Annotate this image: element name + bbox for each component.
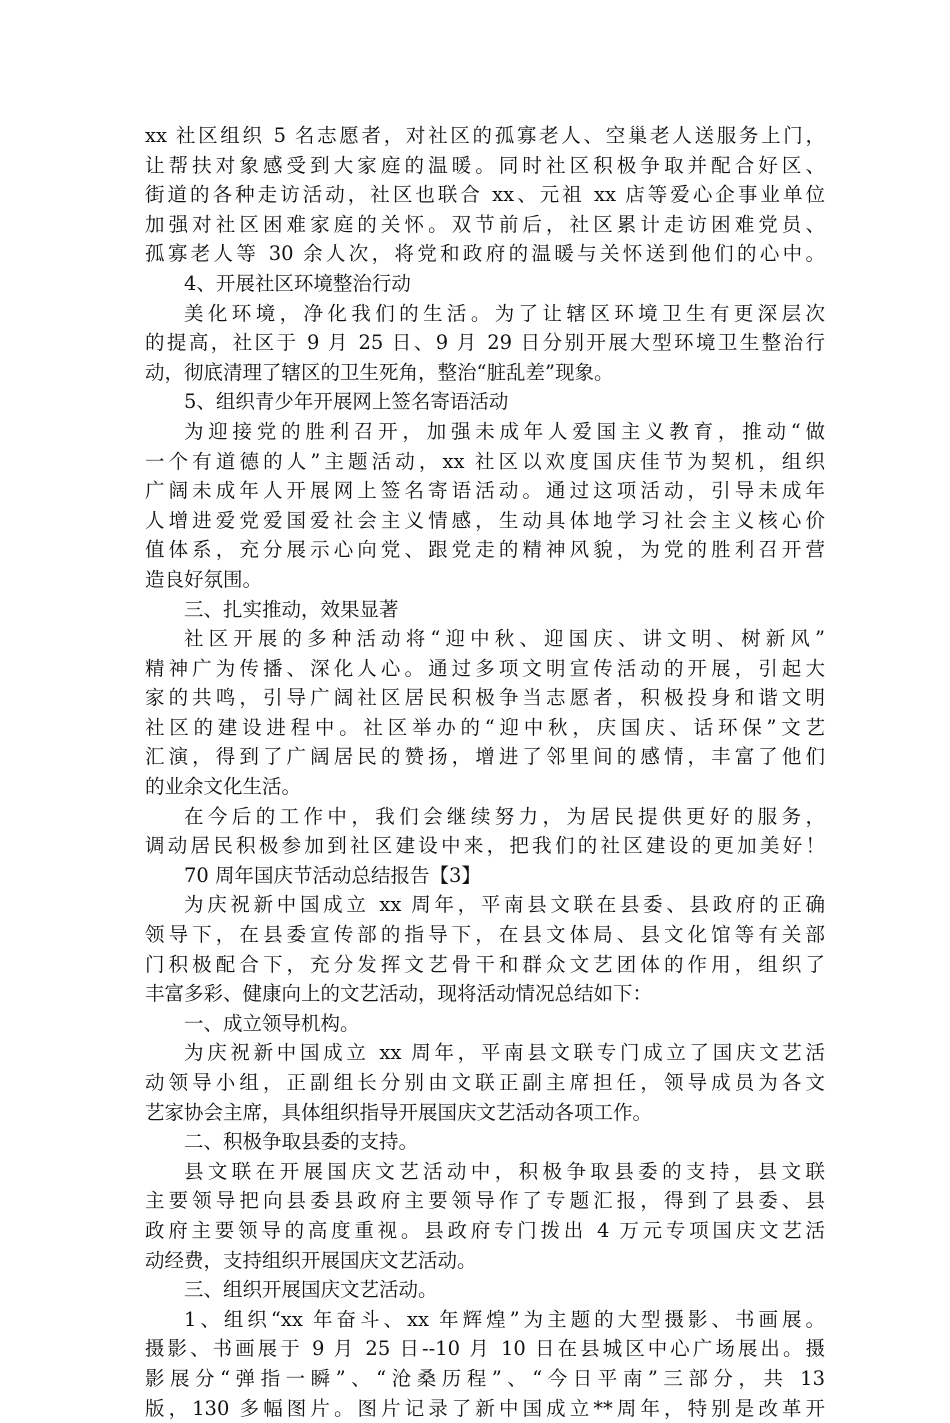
text-line: 的提高，社区于 9 月 25 日、9 月 29 日分别开展大型环境卫生整治行: [145, 331, 825, 355]
text-line: 影展分“弹指一瞬”、“沧桑历程”、“今日平南”三部分，共 13: [145, 1366, 825, 1390]
text-line: 加强对社区困难家庭的关怀。双节前后，社区累计走访困难党员、: [145, 212, 825, 236]
text-line: 三、组织开展国庆文艺活动。: [184, 1278, 438, 1302]
text-line: 门积极配合下，充分发挥文艺骨干和群众文艺团体的作用，组织了: [145, 952, 825, 976]
text-line: 家的共鸣，引导广阔社区居民积极争当志愿者，积极投身和谐文明: [145, 686, 825, 710]
text-line: 让帮扶对象感受到大家庭的温暖。同时社区积极争取并配合好区、: [145, 153, 825, 177]
text-line: 艺家协会主席，具体组织指导开展国庆文艺活动各项工作。: [145, 1100, 653, 1124]
text-line: 汇演，得到了广阔居民的赞扬，增进了邻里间的感情，丰富了他们: [145, 745, 825, 769]
text-line: 领导下，在县委宣传部的指导下，在县文体局、县文化馆等有关部: [145, 923, 825, 947]
text-line: xx 社区组织 5 名志愿者，对社区的孤寡老人、空巢老人送服务上门，: [145, 124, 825, 147]
text-line: 70 周年国庆节活动总结报告【3】: [184, 863, 481, 887]
text-line: 动，彻底清理了辖区的卫生死角，整治“脏乱差”现象。: [145, 360, 614, 384]
text-line: 主要领导把向县委县政府主要领导作了专题汇报，得到了县委、县: [145, 1189, 825, 1213]
text-line: 一个有道德的人”主题活动，xx 社区以欢度国庆佳节为契机，组织: [145, 449, 825, 473]
text-line: 1、组织“xx 年奋斗、xx 年辉煌”为主题的大型摄影、书画展。: [184, 1307, 825, 1331]
text-line: 在今后的工作中，我们会继续努力，为居民提供更好的服务，: [184, 804, 825, 828]
text-line: 二、积极争取县委的支持。: [184, 1130, 419, 1154]
text-line: 5、组织青少年开展网上签名寄语活动: [184, 390, 509, 414]
text-line: 造良好氛围。: [145, 567, 263, 591]
text-line: 街道的各种走访活动，社区也联合 xx、元祖 xx 店等爱心企事业单位: [145, 183, 825, 207]
text-line: 动经费，支持组织开展国庆文艺活动。: [145, 1248, 477, 1272]
text-line: 人增进爱党爱国爱社会主义情感，生动具体地学习社会主义核心价: [145, 508, 825, 532]
document-body: [145, 121, 825, 1423]
text-line: 动领导小组，正副组长分别由文联正副主席担任，领导成员为各文: [145, 1071, 825, 1094]
text-line: 调动居民积极参加到社区建设中来，把我们的社区建设的更加美好！: [145, 834, 825, 858]
text-line: 版，130 多幅图片。图片记录了新中国成立**周年，特别是改革开: [145, 1396, 825, 1420]
text-line: 为迎接党的胜利召开，加强未成年人爱国主义教育，推动“做: [184, 419, 825, 443]
text-line: 4、开展社区环境整治行动: [184, 271, 411, 295]
text-line: 社区开展的多种活动将“迎中秋、迎国庆、讲文明、树新风”: [184, 627, 825, 651]
text-line: 社区的建设进程中。社区举办的“迎中秋，庆国庆、话环保”文艺: [145, 715, 825, 739]
text-line: 一、成立领导机构。: [184, 1011, 360, 1035]
text-line: 为庆祝新中国成立 xx 周年，平南县文联专门成立了国庆文艺活: [184, 1041, 825, 1065]
text-line: 县文联在开展国庆文艺活动中，积极争取县委的支持，县文联: [184, 1159, 825, 1183]
text-line: 政府主要领导的高度重视。县政府专门拨出 4 万元专项国庆文艺活: [145, 1218, 825, 1242]
text-line: 摄影、书画展于 9 月 25 日--10 月 10 日在县城区中心广场展出。摄: [145, 1337, 825, 1361]
text-line: 精神广为传播、深化人心。通过多项文明宣传活动的开展，引起大: [145, 656, 825, 680]
text-line: 广阔未成年人开展网上签名寄语活动。通过这项活动，引导未成年: [145, 479, 825, 503]
text-line: 美化环境，净化我们的生活。为了让辖区环境卫生有更深层次: [184, 301, 825, 325]
text-line: 丰富多彩、健康向上的文艺活动，现将活动情况总结如下：: [145, 982, 653, 1006]
text-line: 为庆祝新中国成立 xx 周年，平南县文联在县委、县政府的正确: [184, 893, 825, 917]
text-line: 三、扎实推动，效果显著: [184, 597, 399, 621]
text-line: 值体系，充分展示心向党、跟党走的精神风貌，为党的胜利召开营: [145, 538, 825, 562]
text-line: 孤寡老人等 30 余人次，将党和政府的温暖与关怀送到他们的心中。: [145, 242, 825, 266]
text-line: 的业余文化生活。: [145, 775, 302, 799]
